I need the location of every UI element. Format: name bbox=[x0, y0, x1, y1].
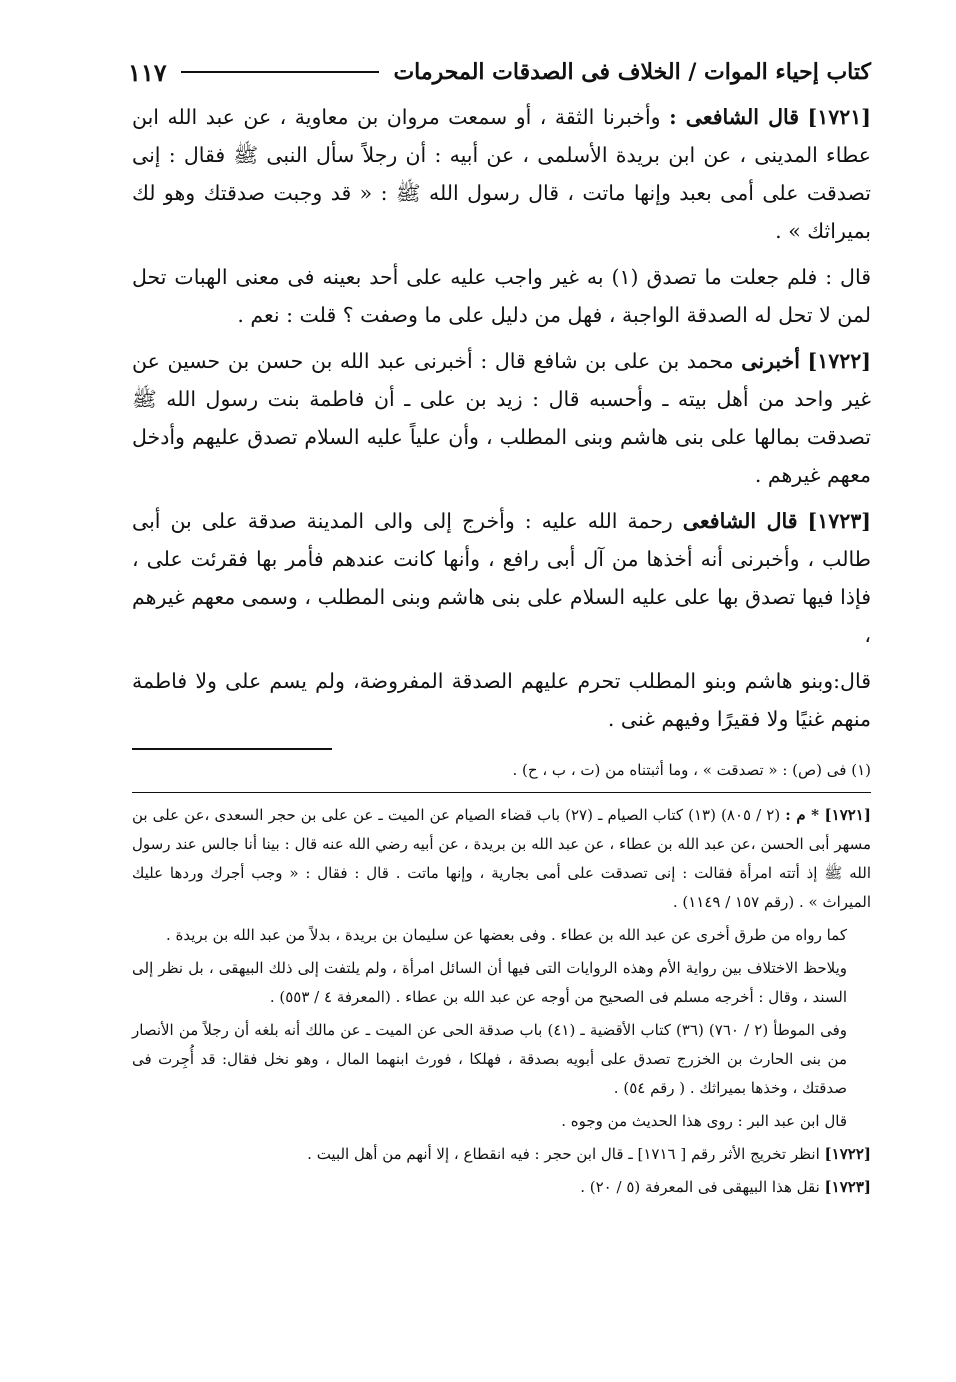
paragraph-text: قال : فلم جعلت ما تصدق (١) به غير واجب عليه على أحد بعينه فى معنى الهبات تحل لمن لا تحل له الصدقة الواجبة ، فهل من دليل على ما وصفت ؟ قلت : نعم . bbox=[132, 265, 871, 327]
paragraph-text: رحمة الله عليه : وأخرج إلى والى المدينة صدقة على بن أبى طالب ، وأخبرنى أنه أخذها من آل أبى رافع ، وأنها كانت عندهم فأمر بها فقرئت على ، فإذا فيها تصدق بها على عليه السلام على بنى هاشم وبنى المطلب ، وسمى معهم غيرهم ، bbox=[132, 509, 871, 647]
note-text: ويلاحظ الاختلاف بين رواية الأم وهذه الروايات التى فيها أن السائل امرأة ، ولم يلتفت إلى ذلك البيهقى ، بل نظر إلى السند ، وقال : أخرجه مسلم فى الصحيح من أوجه عن عبد الله بن عطاء . (المعرفة ٤ / ٥٥٣) . bbox=[132, 959, 847, 1006]
note-text: وفى الموطأ (٢ / ٧٦٠) (٣٦) كتاب الأقضية ـ (٤١) باب صدقة الحى عن الميت ـ عن مالك أنه بلغه أن رجلاً من الأنصار من بنى الحارث بن الخزرج تصدق على أبويه بصدقة ، فهلكا ، فورث ابنهما المال ، وهو نخل فقال: قد أُجِرت فى صدقتك ، وخذها بميراثك . ( رقم ٥٤) . bbox=[132, 1021, 847, 1097]
note-text: (٢ / ٨٠٥) (١٣) كتاب الصيام ـ (٢٧) باب قضاء الصيام عن الميت ـ عن على بن حجر السعدى ،عن على بن مسهر أبى الحسن ،عن عبد الله بن عطاء ، عن عبد الله بن بريدة ، عن أبيه رضي الله عنه قال : بينا أنا جالس عند رسول الله ﷺ إذ أتته امرأة فقالت : إنى تصدقت على أمى بجارية ، وإنها ماتت . قال : فقال : « وجب أجرك وردها عليك الميراث » . (رقم ١٥٧ / ١١٤٩) . bbox=[132, 806, 871, 911]
paragraph-qala-2 bbox=[132, 662, 871, 738]
paragraph-1722 bbox=[132, 342, 871, 494]
paragraph-text: قال:وبنو هاشم وبنو المطلب تحرم عليهم الصدقة المفروضة، ولم يسم على ولا فاطمة منهم غنيًا ولا فقيرًا وفيهم غنى . bbox=[132, 669, 871, 731]
note-1721-e bbox=[132, 1107, 871, 1136]
paragraph-speaker: قال الشافعى bbox=[682, 509, 798, 533]
takhrij-notes bbox=[132, 801, 871, 1202]
paragraph-qala-1 bbox=[132, 258, 871, 334]
paragraph-text: محمد بن على بن شافع قال : أخبرنى عبد الله بن حسن بن حسين عن غير واحد من أهل بيته ـ وأحسبه قال : زيد بن على ـ أن فاطمة بنت رسول الله ﷺ تصدقت بمالها على بنى هاشم وبنى المطلب ، وأن علياً عليه السلام تصدق عليهم وأدخل معهم غيرهم . bbox=[132, 349, 871, 487]
footnote: (١) فى (ص) : « تصدقت » ، وما أثبتناه من (ت ، ب ، ح) . bbox=[512, 761, 871, 779]
header-rule bbox=[181, 71, 380, 73]
footnote-separator bbox=[132, 748, 332, 750]
note-text: انظر تخريج الأثر رقم [ ١٧١٦] ـ قال ابن حجر : فيه انقطاع ، إلا أنهم من أهل البيت . bbox=[307, 1145, 820, 1163]
paragraph-number: [١٧٢٣] bbox=[807, 509, 871, 533]
note-1721-b bbox=[132, 921, 871, 950]
paragraph-speaker: أخبرنى bbox=[741, 349, 800, 373]
note-lead: [١٧٢٢] bbox=[824, 1145, 871, 1163]
running-title: كتاب إحياء الموات / الخلاف فى الصدقات المحرمات bbox=[393, 59, 871, 85]
paragraph-number: [١٧٢١] bbox=[807, 105, 871, 129]
note-lead: [١٧٢١] * م : bbox=[785, 806, 871, 824]
paragraph-speaker: قال الشافعى : bbox=[669, 105, 800, 129]
notes-separator bbox=[132, 792, 871, 793]
note-1721-c bbox=[132, 954, 871, 1012]
page-number: ١١٧ bbox=[128, 57, 167, 87]
note-text: قال ابن عبد البر : روى هذا الحديث من وجوه . bbox=[561, 1112, 847, 1130]
main-text bbox=[132, 98, 871, 1206]
paragraph-text: وأخبرنا الثقة ، أو سمعت مروان بن معاوية ، عن عبد الله ابن عطاء المدينى ، عن ابن بريدة الأسلمى ، عن أبيه : أن رجلاً سأل النبى ﷺ فقال : إنى تصدقت على أمى بعبد وإنها ماتت ، قال رسول الله ﷺ : « قد وجبت صدقتك وهو لك بميراثك » . bbox=[132, 105, 871, 243]
paragraph-1721 bbox=[132, 98, 871, 250]
note-lead: [١٧٢٣] bbox=[824, 1178, 871, 1196]
note-1723 bbox=[132, 1173, 871, 1202]
note-1722 bbox=[132, 1140, 871, 1169]
note-text: نقل هذا البيهقى فى المعرفة (٥ / ٢٠) . bbox=[580, 1178, 820, 1196]
note-1721 bbox=[132, 801, 871, 917]
paragraph-1723 bbox=[132, 502, 871, 654]
page-header bbox=[128, 52, 871, 92]
note-text: كما رواه من طرق أخرى عن عبد الله بن عطاء . وفى بعضها عن سليمان بن بريدة ، بدلاً من عبد الله بن بريدة . bbox=[166, 926, 847, 944]
note-1721-d bbox=[132, 1016, 871, 1103]
paragraph-number: [١٧٢٢] bbox=[807, 349, 871, 373]
